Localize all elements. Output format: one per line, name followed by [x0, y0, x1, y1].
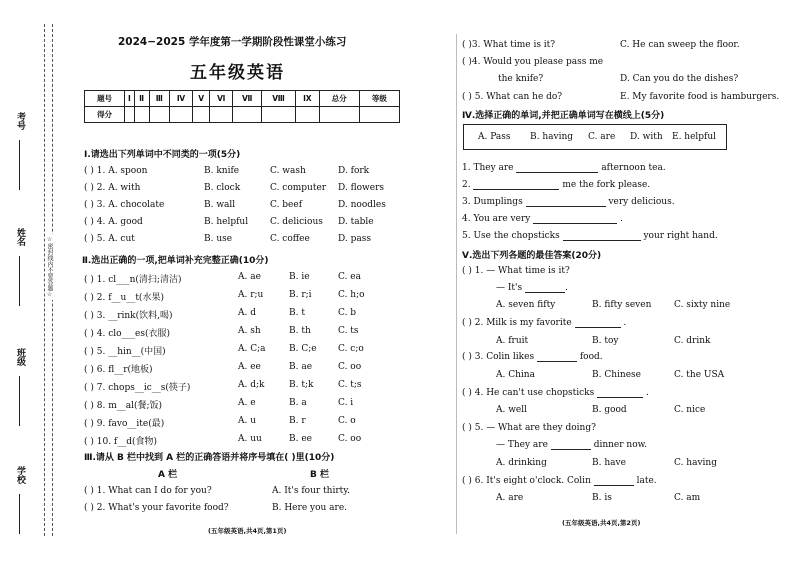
option-c: C. ea: [338, 272, 361, 282]
option-a: A. ee: [238, 362, 261, 372]
name-field[interactable]: [19, 256, 20, 306]
option-a: A. fruit: [496, 336, 529, 346]
score-cell[interactable]: [210, 107, 233, 123]
q-stem: ( ) 7. chops__ic__s(筷子): [84, 383, 191, 393]
mc-q2-post: .: [565, 283, 568, 293]
mc-q-post: food.: [579, 352, 603, 362]
option-c: C. computer: [270, 183, 327, 193]
q-stem: ( ) 5. __hin__(中国): [84, 347, 166, 357]
q-stem: ( ) 6. fl__r(地板): [84, 365, 153, 375]
q-stem: ( ) 4. A. good: [84, 217, 143, 227]
mc-question: ( ) 5. — What are they doing?: [462, 423, 596, 433]
option-c: C. ts: [338, 326, 359, 336]
answer-blank[interactable]: [537, 361, 577, 362]
fill-pre: 2.: [462, 180, 471, 190]
mc-q2-post: dinner now.: [593, 440, 648, 450]
answer-blank[interactable]: [533, 223, 617, 224]
q-stem: ( ) 2. f__u__t(水果): [84, 293, 164, 303]
exam-title: 2024−2025 学年度第一学期阶段性课堂小练习: [118, 36, 347, 48]
score-col: Ⅰ: [125, 91, 135, 107]
mc-question-line2: [496, 440, 647, 450]
fill-sentence: [462, 197, 675, 207]
option-c: C. sixty nine: [674, 300, 731, 310]
mc-q-text: ( ) 6. It's eight o'clock. Colin: [462, 476, 591, 486]
section5-heading: Ⅴ.选出下列各题的最佳答案(20分): [462, 251, 602, 261]
score-col: 等级: [359, 91, 399, 107]
col-b-label: B 栏: [310, 470, 329, 480]
q-stem: ( ) 4. clo___es(衣服): [84, 329, 170, 339]
q-stem: ( ) 5. A. cut: [84, 234, 135, 244]
option-b: B. ee: [289, 434, 312, 444]
class-label: 班级: [15, 348, 25, 366]
page-divider: [456, 34, 457, 534]
option-a: A. e: [238, 398, 256, 408]
answer-blank[interactable]: [597, 397, 643, 398]
option-b: B. r: [289, 416, 306, 426]
section4-heading: Ⅳ.选择正确的单词,并把正确单词写在横线上(5分): [462, 111, 665, 121]
fill-pre: 3. Dumplings: [462, 197, 523, 207]
score-cell[interactable]: [319, 107, 359, 123]
fill-sentence: [462, 214, 623, 224]
option-c: C. oo: [338, 362, 362, 372]
option-a: A. C;a: [238, 344, 266, 354]
q-stem: ( ) 3. __rink(饮料,喝): [84, 311, 173, 321]
mc-q-post: .: [623, 318, 627, 328]
answer-blank[interactable]: [575, 327, 621, 328]
option-c: C. beef: [270, 200, 303, 210]
score-cell[interactable]: [193, 107, 210, 123]
mc-q2: — They are: [496, 440, 548, 450]
fill-sentence: [462, 180, 650, 190]
match-answer: B. Here you are.: [272, 503, 348, 513]
score-header-row: [85, 91, 400, 107]
option-c: C. drink: [674, 336, 711, 346]
fill-post: your right hand.: [643, 231, 718, 241]
mc-question: ( ) 1. — What time is it?: [462, 266, 570, 276]
score-value-row: [85, 107, 400, 123]
option-b: B. Chinese: [592, 370, 641, 380]
answer-blank[interactable]: [594, 485, 634, 486]
answer-blank[interactable]: [525, 292, 565, 293]
school-field[interactable]: [19, 494, 20, 534]
option-b: B. wall: [204, 200, 236, 210]
score-col: Ⅲ: [149, 91, 169, 107]
word-option: B. having: [530, 132, 574, 142]
option-d: D. fork: [338, 166, 370, 176]
option-b: B. ie: [289, 272, 310, 282]
option-c: C. o: [338, 416, 356, 426]
option-b: B. helpful: [204, 217, 249, 227]
mc-question: [462, 352, 603, 362]
option-c: C. c;o: [338, 344, 364, 354]
option-b: B. t;k: [289, 380, 314, 390]
score-col: Ⅷ: [262, 91, 296, 107]
option-b: B. fifty seven: [592, 300, 652, 310]
section3-heading: Ⅲ.请从 B 栏中找到 A 栏的正确答语并将序号填在( )里(10分): [84, 453, 335, 463]
mc-question: [462, 318, 626, 328]
fill-pre: 5. Use the chopsticks: [462, 231, 560, 241]
score-row-label: 得分: [85, 107, 125, 123]
match-question: ( ) 1. What can I do for you?: [84, 486, 212, 496]
q-stem: ( ) 10. f__d(食物): [84, 437, 158, 447]
answer-blank[interactable]: [551, 449, 591, 450]
option-c: C. the USA: [674, 370, 725, 380]
word-option: E. helpful: [672, 132, 717, 142]
fill-post: very delicious.: [608, 197, 675, 207]
option-b: B. a: [289, 398, 307, 408]
option-a: A. China: [496, 370, 535, 380]
school-label: 学校: [15, 466, 25, 484]
word-option: D. with: [630, 132, 663, 142]
score-col: Ⅵ: [210, 91, 233, 107]
option-a: A. well: [496, 405, 528, 415]
option-c: C. t;s: [338, 380, 362, 390]
match-question: ( )4. Would you please pass me: [462, 57, 604, 67]
option-b: B. use: [204, 234, 233, 244]
mc-question-line2: [496, 283, 568, 293]
score-col: 总分: [319, 91, 359, 107]
option-c: C. oo: [338, 434, 362, 444]
option-b: B. knife: [204, 166, 240, 176]
fill-pre: 1. They are: [462, 163, 514, 173]
mc-q-text: ( ) 2. Milk is my favorite: [462, 318, 572, 328]
match-question: ( )3. What time is it?: [462, 40, 556, 50]
option-a: A. sh: [238, 326, 261, 336]
option-a: A. u: [238, 416, 257, 426]
score-col: Ⅱ: [134, 91, 149, 107]
option-b: B. r;i: [289, 290, 312, 300]
q-stem: ( ) 2. A. with: [84, 183, 141, 193]
option-c: C. having: [674, 458, 717, 468]
score-cell[interactable]: [296, 107, 320, 123]
score-cell[interactable]: [169, 107, 192, 123]
option-c: C. wash: [270, 166, 306, 176]
option-c: C. nice: [674, 405, 706, 415]
page-footer-right: (五年级英语,共4页,第2页): [562, 519, 641, 527]
option-c: C. am: [674, 493, 701, 503]
option-a: A. drinking: [496, 458, 547, 468]
match-answer: C. He can sweep the floor.: [620, 40, 740, 50]
fill-post: .: [620, 214, 623, 224]
option-d: D. flowers: [338, 183, 384, 193]
option-b: B. t: [289, 308, 305, 318]
exam-subtitle: 五年级英语: [190, 63, 285, 83]
option-b: B. is: [592, 493, 612, 503]
section2-heading: Ⅱ.选出正确的一项,把单词补充完整正确(10分): [82, 256, 269, 266]
col-a-label: A 栏: [158, 470, 178, 480]
q-stem: ( ) 1. A. spoon: [84, 166, 148, 176]
score-cell[interactable]: [125, 107, 135, 123]
option-b: B. th: [289, 326, 311, 336]
mc-q-post: .: [645, 388, 649, 398]
fill-pre: 4. You are very: [462, 214, 531, 224]
mc-question: [462, 476, 657, 486]
seal-note: ☆密封线内不要答题☆: [46, 236, 53, 298]
page-footer-left: (五年级英语,共4页,第1页): [208, 527, 287, 535]
section1-heading: Ⅰ.请选出下列单词中不同类的一项(5分): [84, 150, 241, 160]
answer-blank[interactable]: [516, 172, 598, 173]
match-answer: A. It's four thirty.: [272, 486, 351, 496]
word-option: A. Pass: [478, 132, 511, 142]
option-c: C. i: [338, 398, 354, 408]
exam-no-field[interactable]: [19, 140, 20, 190]
option-a: A. d: [238, 308, 256, 318]
match-answer: D. Can you do the dishes?: [620, 74, 739, 84]
option-c: C. b: [338, 308, 357, 318]
option-b: B. toy: [592, 336, 619, 346]
q-stem: ( ) 3. A. chocolate: [84, 200, 165, 210]
score-table: [84, 90, 400, 123]
class-field[interactable]: [19, 376, 20, 426]
option-c: C. delicious: [270, 217, 323, 227]
name-label: 姓名: [15, 228, 25, 246]
option-c: C. coffee: [270, 234, 310, 244]
word-option: C. are: [588, 132, 616, 142]
option-a: A. d;k: [238, 380, 265, 390]
score-cell[interactable]: [134, 107, 149, 123]
mc-q2: — It's: [496, 283, 523, 293]
match-question-cont: the knife?: [498, 74, 544, 84]
match-question: ( ) 5. What can he do?: [462, 92, 563, 102]
option-d: D. noodles: [338, 200, 386, 210]
fill-post: afternoon tea.: [601, 163, 666, 173]
answer-blank[interactable]: [563, 240, 641, 241]
q-stem: ( ) 9. favo__ite(最): [84, 419, 165, 429]
option-b: B. clock: [204, 183, 241, 193]
option-a: A. r;u: [238, 290, 264, 300]
option-a: A. uu: [238, 434, 262, 444]
fill-sentence: [462, 163, 666, 173]
score-cell[interactable]: [149, 107, 169, 123]
mc-q-text: ( ) 4. He can't use chopsticks: [462, 388, 595, 398]
option-d: D. pass: [338, 234, 371, 244]
option-a: A. seven fifty: [496, 300, 556, 310]
option-d: D. table: [338, 217, 374, 227]
score-col: Ⅸ: [296, 91, 320, 107]
option-b: B. have: [592, 458, 626, 468]
score-cell[interactable]: [262, 107, 296, 123]
score-cell[interactable]: [359, 107, 399, 123]
fill-sentence: [462, 231, 718, 241]
score-col: Ⅳ: [169, 91, 192, 107]
score-cell[interactable]: [233, 107, 262, 123]
option-b: B. ae: [289, 362, 313, 372]
q-stem: ( ) 1. cl___n(清扫;清洁): [84, 275, 182, 285]
option-c: C. h;o: [338, 290, 365, 300]
score-col: 题号: [85, 91, 125, 107]
score-col: Ⅶ: [233, 91, 262, 107]
match-question: ( ) 2. What's your favorite food?: [84, 503, 229, 513]
option-b: B. good: [592, 405, 627, 415]
mc-q-text: ( ) 3. Colin likes: [462, 352, 535, 362]
match-answer: E. My favorite food is hamburgers.: [620, 92, 780, 102]
option-a: A. are: [496, 493, 524, 503]
answer-blank[interactable]: [526, 206, 606, 207]
answer-blank[interactable]: [473, 189, 559, 190]
mc-q-post: late.: [636, 476, 657, 486]
q-stem: ( ) 8. m__al(餐;饭): [84, 401, 163, 411]
exam-no-label: 考号: [15, 112, 25, 130]
fill-post: me the fork please.: [562, 180, 651, 190]
option-a: A. ae: [238, 272, 261, 282]
option-b: B. C;e: [289, 344, 317, 354]
score-col: Ⅴ: [193, 91, 210, 107]
mc-question: [462, 388, 649, 398]
